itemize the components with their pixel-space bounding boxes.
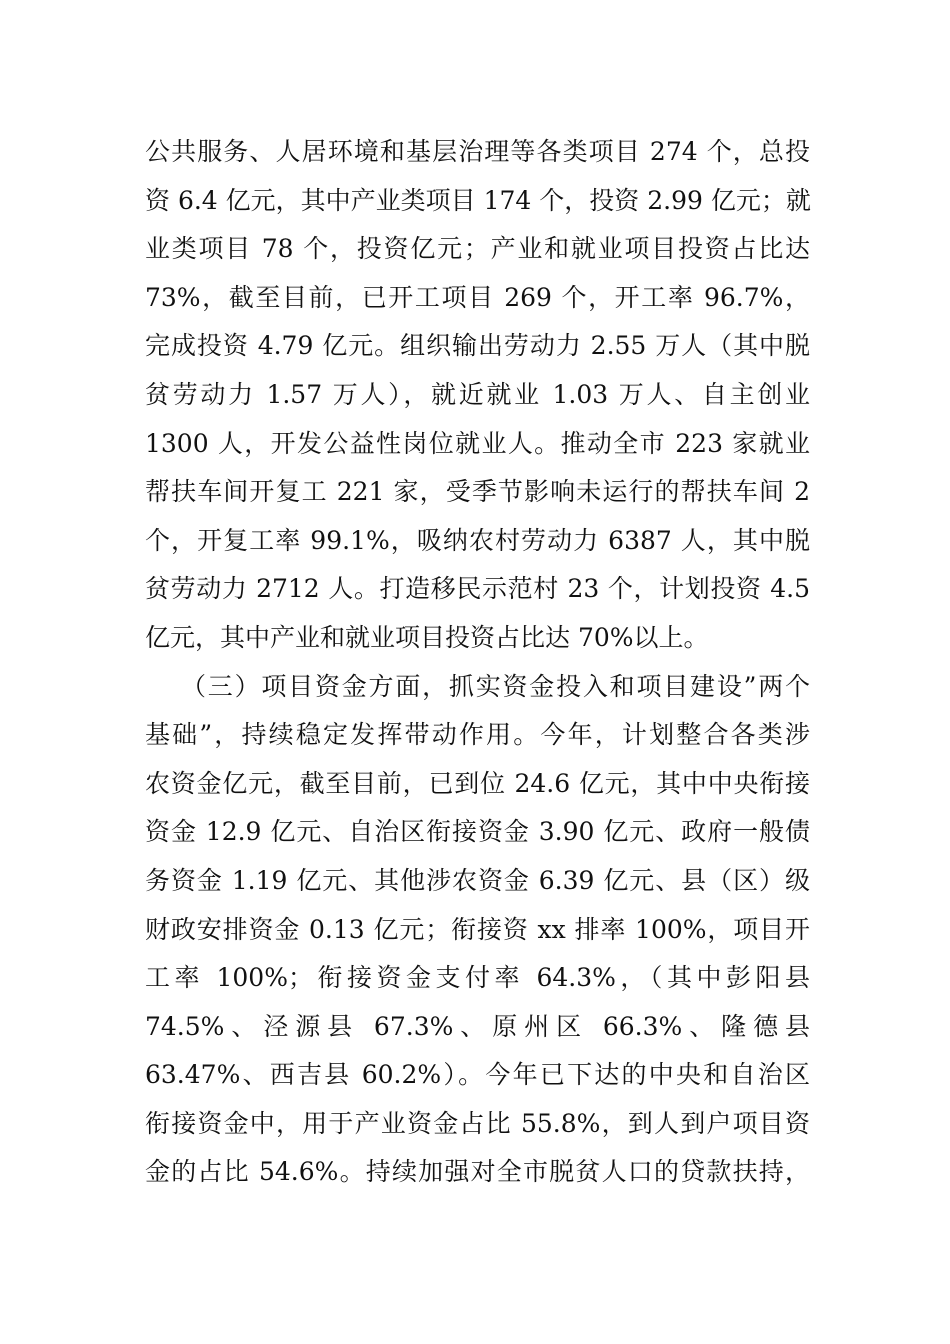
text-line: 金的占比 54.6%。持续加强对全市脱贫人口的贷款扶持，: [145, 1157, 810, 1187]
text-line: 74.5%、泾源县 67.3%、原州区 66.3%、隆德县: [145, 1011, 810, 1041]
section-heading-line: （三）项目资金方面，抓实资金投入和项目建设”两个: [181, 671, 810, 701]
text-line: 业类项目 78 个，投资亿元；产业和就业项目投资占比达: [145, 234, 810, 264]
text-line: 完成投资 4.79 亿元。组织输出劳动力 2.55 万人（其中脱: [145, 331, 810, 361]
text-line: 资金 12.9 亿元、自治区衔接资金 3.90 亿元、政府一般债: [145, 817, 810, 847]
text-line: 1300 人，开发公益性岗位就业人。推动全市 223 家就业: [145, 428, 810, 458]
text-line: 帮扶车间开复工 221 家，受季节影响未运行的帮扶车间 2: [145, 477, 810, 507]
text-line: 工率 100%；衔接资金支付率 64.3%，（其中彭阳县: [145, 963, 810, 993]
text-line: 公共服务、人居环境和基层治理等各类项目 274 个，总投: [145, 137, 810, 166]
text-line: 贫劳动力 2712 人。打造移民示范村 23 个，计划投资 4.5: [145, 574, 810, 604]
text-line: 73%，截至目前，已开工项目 269 个，开工率 96.7%，: [145, 282, 810, 312]
text-line: 个，开复工率 99.1%，吸纳农村劳动力 6387 人，其中脱: [145, 525, 810, 555]
text-line: 63.47%、西吉县 60.2%）。今年已下达的中央和自治区: [145, 1060, 810, 1090]
text-line: 财政安排资金 0.13 亿元；衔接资 xx 排率 100%，项目开: [145, 914, 810, 944]
text-line: 贫劳动力 1.57 万人），就近就业 1.03 万人、自主创业: [145, 379, 810, 409]
body-text: [145, 128, 810, 1197]
text-line: 资 6.4 亿元，其中产业类项目 174 个，投资 2.99 亿元；就: [145, 185, 811, 215]
text-line: 衔接资金中，用于产业资金占比 55.8%，到人到户项目资: [145, 1108, 810, 1138]
text-line: 基础”，持续稳定发挥带动作用。今年，计划整合各类涉: [145, 720, 810, 750]
text-line-paragraph-end: 亿元，其中产业和就业项目投资占比达 70%以上。: [145, 622, 709, 652]
text-line: 务资金 1.19 亿元、其他涉农资金 6.39 亿元、县（区）级: [145, 865, 810, 895]
text-line: 农资金亿元，截至目前，已到位 24.6 亿元，其中中央衔接: [145, 768, 810, 798]
